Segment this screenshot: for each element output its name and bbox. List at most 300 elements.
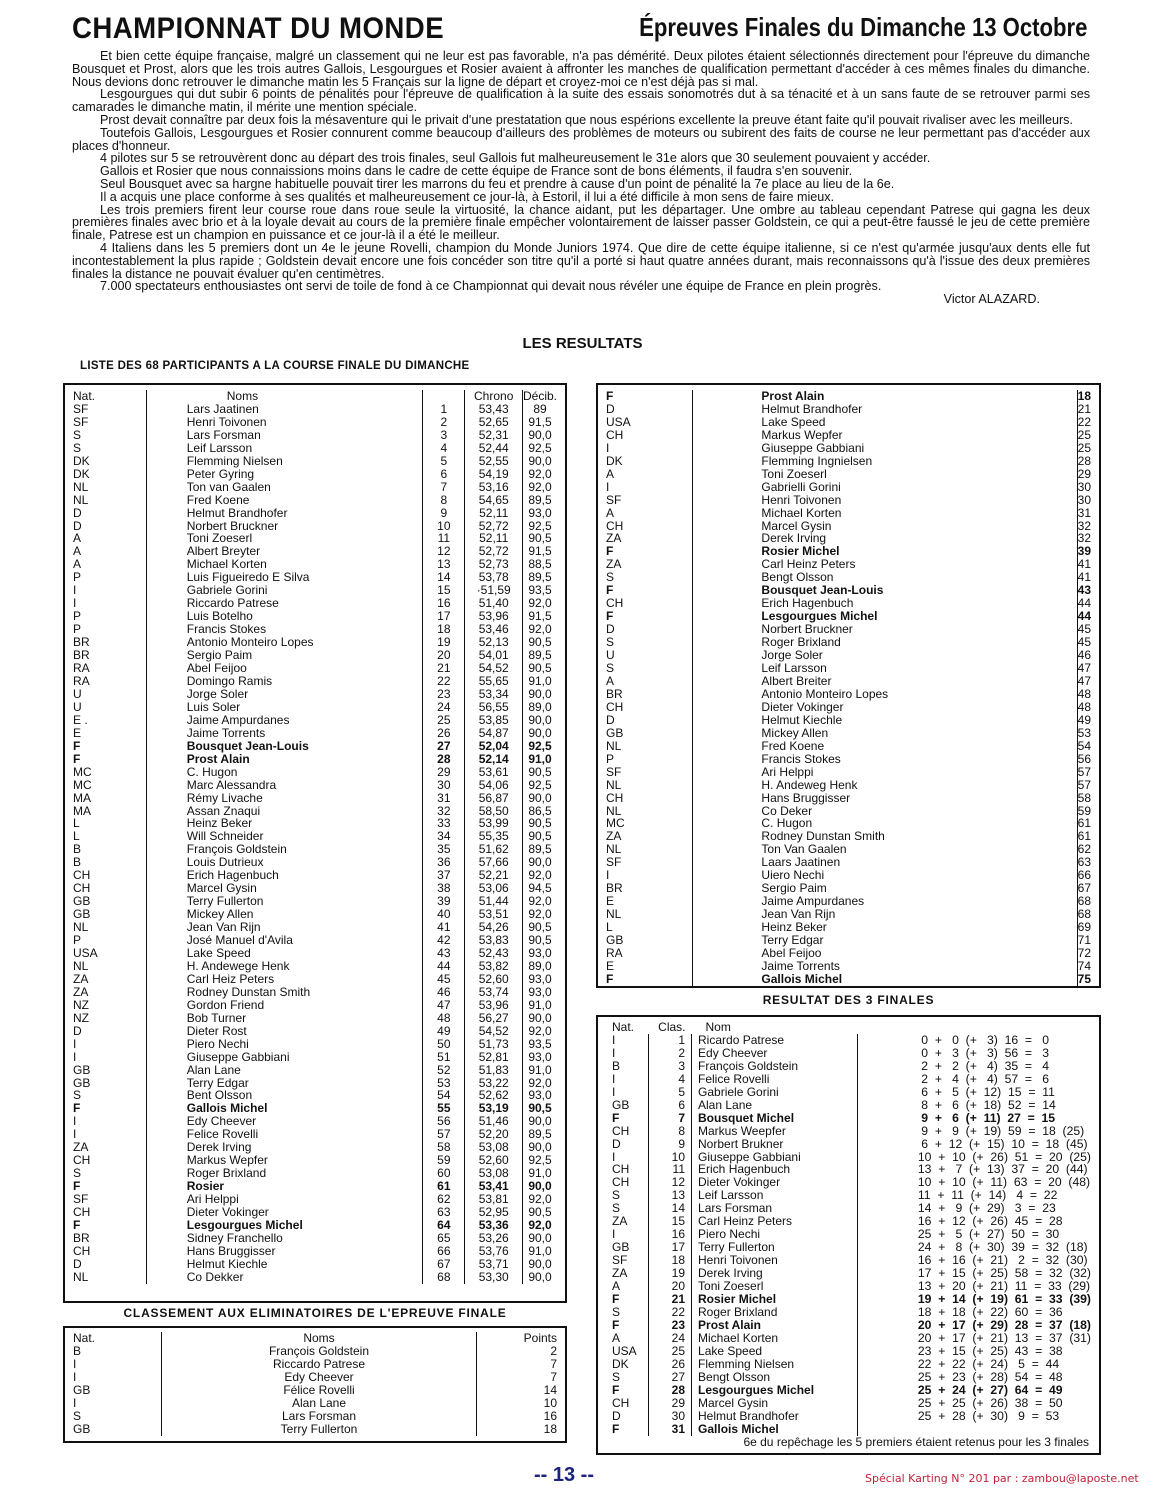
nationality: NL xyxy=(73,920,89,935)
decibels: 89,0 xyxy=(522,701,557,714)
driver-number: 25 xyxy=(423,714,465,727)
nationality: BR xyxy=(606,686,623,701)
decibels: 90,5 xyxy=(522,532,557,545)
driver-number: 64 xyxy=(423,1219,465,1232)
article-paragraph: Les trois premiers firent leur course roue dans roue seule la virtuosité, la chance aidant, put les départager. Une ombre au tableau cependant Patrese qui gagna les deux premières finales avec brio et à la loyale devait au cours de la première finale empêcher volontairement de laisser passer Goldstein, ce qui a peut-être faussé le jeu de cette première finale, Patrese est un champion en puissance et ce jour-là il a été le meilleur. xyxy=(72,202,1090,243)
points: 63 xyxy=(1077,855,1091,870)
decibels: 90,0 xyxy=(522,429,557,442)
points: 71 xyxy=(1077,933,1091,948)
driver-name: Ricardo Patrese xyxy=(692,1034,858,1047)
decibels: 89 xyxy=(522,403,557,416)
driver-name: Francis Stokes xyxy=(693,753,1077,766)
table-row xyxy=(606,468,1091,481)
decibels: 90,0 xyxy=(522,1258,557,1271)
article-signature: Victor ALAZARD. xyxy=(943,292,1040,307)
decibels: 92,0 xyxy=(522,1193,557,1206)
nationality: I xyxy=(612,1227,616,1242)
nationality: MC xyxy=(73,777,92,792)
decibels: 88,5 xyxy=(522,558,557,571)
driver-name: Rosier Michel xyxy=(693,545,1077,558)
driver-number: 48 xyxy=(423,1012,465,1025)
table-row xyxy=(606,429,1091,442)
decibels: 91,5 xyxy=(522,545,557,558)
table-row xyxy=(606,416,1091,429)
driver-number: 45 xyxy=(423,973,465,986)
driver-name: Laars Jaatinen xyxy=(693,856,1077,869)
nationality: B xyxy=(73,1343,82,1358)
nationality: DK xyxy=(606,453,623,468)
chrono: 52,65 xyxy=(465,416,523,429)
decibels: 92,5 xyxy=(522,520,557,533)
decibels: 91,0 xyxy=(522,753,557,766)
driver-number: 46 xyxy=(423,986,465,999)
driver-name: Sergio Paim xyxy=(693,882,1077,895)
driver-name: Luis Botelho xyxy=(146,610,423,623)
driver-name: Helmut Kiechle xyxy=(693,714,1077,727)
driver-name: Mickey Allen xyxy=(146,908,423,921)
decibels: 93,0 xyxy=(522,507,557,520)
nationality: MA xyxy=(73,803,91,818)
chrono: 52,44 xyxy=(465,442,523,455)
driver-name: Francis Stokes xyxy=(146,623,423,636)
driver-name: Edy Cheever xyxy=(162,1371,477,1384)
nationality: S xyxy=(612,1304,621,1319)
points: 58 xyxy=(1077,790,1091,805)
driver-name: Dieter Vokinger xyxy=(693,701,1077,714)
chrono: 52,11 xyxy=(465,532,523,545)
table-row xyxy=(73,792,557,805)
table-row xyxy=(606,727,1091,740)
driver-number: 38 xyxy=(423,882,465,895)
nationality: S xyxy=(73,1408,82,1423)
table-row xyxy=(612,1138,1091,1151)
driver-number: 29 xyxy=(423,766,465,779)
chrono: 53,08 xyxy=(465,1141,523,1154)
nationality: D xyxy=(606,712,615,727)
driver-name: Markus Weepfer xyxy=(692,1125,858,1138)
table-row xyxy=(612,1099,1091,1112)
points-calculation: 2 + 2 (+ 4) 35 = 4 xyxy=(857,1060,1091,1073)
nationality: MA xyxy=(73,790,91,805)
decibels: 92,5 xyxy=(522,442,557,455)
nationality: L xyxy=(606,920,613,935)
chrono: 52,72 xyxy=(465,520,523,533)
driver-number: 7 xyxy=(423,481,465,494)
points: 18 xyxy=(477,1423,558,1436)
table-row xyxy=(73,1358,557,1371)
nationality: CH xyxy=(606,790,624,805)
nationality: L xyxy=(73,829,80,844)
points: 67 xyxy=(1077,881,1091,896)
participants-table xyxy=(63,383,567,1303)
column-header-noms: Noms xyxy=(146,390,423,403)
driver-name: Heinz Beker xyxy=(693,921,1077,934)
driver-name: Erich Hagenbuch xyxy=(146,869,423,882)
nationality: GB xyxy=(73,894,91,909)
points: 47 xyxy=(1077,673,1091,688)
table-row xyxy=(73,960,557,973)
driver-name: Giuseppe Gabbiani xyxy=(692,1151,858,1164)
driver-number: 35 xyxy=(423,843,465,856)
nationality: MC xyxy=(606,816,625,831)
nationality: I xyxy=(73,1395,77,1410)
points-calculation: 17 + 15 (+ 25) 58 = 32 (32) xyxy=(857,1267,1091,1280)
nationality: I xyxy=(612,1084,616,1099)
decibels: 90,5 xyxy=(522,934,557,947)
driver-name: Lesgourgues Michel xyxy=(146,1219,423,1232)
driver-number: 2 xyxy=(423,416,465,429)
driver-number: 21 xyxy=(423,662,465,675)
chrono: 52,62 xyxy=(465,1089,523,1102)
nationality: S xyxy=(73,1088,82,1103)
table-row xyxy=(612,1397,1091,1410)
driver-name: Helmut Kiechle xyxy=(146,1258,423,1271)
driver-name: Ari Helppi xyxy=(693,766,1077,779)
table-row xyxy=(73,753,557,766)
driver-name: Henri Toivonen xyxy=(692,1254,858,1267)
driver-number: 55 xyxy=(423,1102,465,1115)
nationality: GB xyxy=(73,907,91,922)
nationality: I xyxy=(606,479,610,494)
chrono: 53,26 xyxy=(465,1232,523,1245)
nationality: F xyxy=(612,1382,620,1397)
points: 48 xyxy=(1077,686,1091,701)
chrono: 54,01 xyxy=(465,649,523,662)
chrono: 56,27 xyxy=(465,1012,523,1025)
driver-name: Gordon Friend xyxy=(146,999,423,1012)
nationality: A xyxy=(73,531,82,546)
nationality: SF xyxy=(606,492,622,507)
nationality: D xyxy=(73,1256,82,1271)
table-row xyxy=(73,494,557,507)
table-row xyxy=(606,805,1091,818)
driver-number: 24 xyxy=(423,701,465,714)
decibels: 90,0 xyxy=(522,792,557,805)
chrono: 56,55 xyxy=(465,701,523,714)
nationality: NZ xyxy=(73,997,89,1012)
nationality: CH xyxy=(612,1123,630,1138)
table-row xyxy=(606,740,1091,753)
table-row xyxy=(73,481,557,494)
decibels: 92,5 xyxy=(522,1154,557,1167)
nationality: NL xyxy=(73,492,89,507)
driver-name: Edy Cheever xyxy=(692,1047,858,1060)
driver-name: Helmut Brandhofer xyxy=(693,403,1077,416)
nationality: S xyxy=(606,635,615,650)
table-row xyxy=(73,1371,557,1384)
decibels: 92,0 xyxy=(522,623,557,636)
table-row xyxy=(73,779,557,792)
nationality: DK xyxy=(73,453,90,468)
chrono: 53,96 xyxy=(465,610,523,623)
column-header-decib: Décib. xyxy=(522,389,557,403)
nationality: MC xyxy=(73,764,92,779)
driver-number: 63 xyxy=(423,1206,465,1219)
driver-number: 33 xyxy=(423,817,465,830)
chrono: 52,20 xyxy=(465,1128,523,1141)
nationality: CH xyxy=(612,1395,630,1410)
chrono: 51,73 xyxy=(465,1038,523,1051)
table-row xyxy=(73,999,557,1012)
points: 47 xyxy=(1077,661,1091,676)
decibels: 89,0 xyxy=(522,960,557,973)
classement: 26 xyxy=(648,1358,691,1371)
driver-name: H. Andewege Henk xyxy=(146,960,423,973)
nationality: GB xyxy=(606,725,624,740)
driver-name: Derek Irving xyxy=(692,1267,858,1280)
driver-name: Dieter Vokinger xyxy=(146,1206,423,1219)
table-row xyxy=(606,403,1091,416)
nationality: F xyxy=(73,1179,81,1194)
table-row xyxy=(73,1219,557,1232)
driver-name: Peter Gyring xyxy=(146,468,423,481)
page-title: CHAMPIONNAT DU MONDE xyxy=(72,12,445,45)
driver-number: 14 xyxy=(423,571,465,584)
driver-name: Gallois Michel xyxy=(693,973,1077,986)
nationality: SF xyxy=(73,1192,89,1207)
classement: 8 xyxy=(648,1125,691,1138)
nationality: S xyxy=(612,1369,621,1384)
table-row xyxy=(606,856,1091,869)
driver-name: Félice Rovelli xyxy=(162,1384,477,1397)
points-calculation: 25 + 28 (+ 30) 9 = 53 xyxy=(857,1410,1091,1423)
nationality: U xyxy=(73,686,82,701)
classement: 27 xyxy=(648,1371,691,1384)
driver-name: Sidney Franchello xyxy=(146,1232,423,1245)
driver-name: Toni Zoeserl xyxy=(693,468,1077,481)
table-row xyxy=(73,675,557,688)
points: 2 xyxy=(477,1345,558,1358)
decibels: 90,0 xyxy=(522,727,557,740)
table-row xyxy=(606,507,1091,520)
driver-name: Jorge Soler xyxy=(693,649,1077,662)
table-header-row xyxy=(73,390,557,403)
decibels: 90,0 xyxy=(522,688,557,701)
table-row xyxy=(606,766,1091,779)
driver-number: 66 xyxy=(423,1245,465,1258)
points-calculation: 20 + 17 (+ 29) 28 = 37 (18) xyxy=(857,1319,1091,1332)
nationality: SF xyxy=(73,401,89,416)
nationality: DK xyxy=(612,1356,629,1371)
driver-name: Jaime Ampurdanes xyxy=(693,895,1077,908)
classement: 25 xyxy=(648,1345,691,1358)
chrono: 54,06 xyxy=(465,779,523,792)
nationality: ZA xyxy=(612,1266,628,1281)
table-row xyxy=(606,636,1091,649)
nationality: B xyxy=(73,842,82,857)
driver-name: Toni Zoeserl xyxy=(692,1280,858,1293)
nationality: ZA xyxy=(73,984,89,999)
points-calculation: 19 + 14 (+ 19) 61 = 33 (39) xyxy=(857,1293,1091,1306)
nationality: RA xyxy=(73,673,90,688)
driver-number: 60 xyxy=(423,1167,465,1180)
driver-name: Rodney Dunstan Smith xyxy=(693,830,1077,843)
table-row xyxy=(612,1060,1091,1073)
points-calculation: 25 + 25 (+ 26) 38 = 50 xyxy=(857,1397,1091,1410)
driver-number: 26 xyxy=(423,727,465,740)
points: 29 xyxy=(1077,466,1091,481)
points: 28 xyxy=(1077,453,1091,468)
decibels: 91,5 xyxy=(522,416,557,429)
table-row xyxy=(612,1112,1091,1125)
driver-name: Fred Koene xyxy=(693,740,1077,753)
points: 74 xyxy=(1077,958,1091,973)
table-row xyxy=(612,1345,1091,1358)
points: 7 xyxy=(477,1371,558,1384)
points: 30 xyxy=(1077,492,1091,507)
driver-name: Lake Speed xyxy=(146,947,423,960)
table-row xyxy=(612,1332,1091,1345)
driver-number: 52 xyxy=(423,1064,465,1077)
decibels: 90,5 xyxy=(522,766,557,779)
driver-number: 40 xyxy=(423,908,465,921)
table-row xyxy=(606,895,1091,908)
driver-name: Will Schneider xyxy=(146,830,423,843)
article-paragraph: 7.000 spectateurs enthousiastes ont servi de toile de fond à ce Championnat qui devait nous révéler une équipe de France en plein progrès. xyxy=(100,279,882,294)
nationality: I xyxy=(73,1036,77,1051)
decibels: 92,0 xyxy=(522,908,557,921)
nationality: BR xyxy=(73,1230,90,1245)
driver-name: Alan Lane xyxy=(146,1064,423,1077)
footer-credit: Spécial Karting N° 201 par : zambou@laposte.net xyxy=(865,1472,1139,1485)
driver-name: Gallois Michel xyxy=(692,1423,858,1436)
driver-number: 39 xyxy=(423,895,465,908)
column-header-num xyxy=(423,390,465,403)
points: 41 xyxy=(1077,570,1091,585)
driver-name: Co Dekker xyxy=(146,1271,423,1284)
nationality: NZ xyxy=(73,1010,89,1025)
nationality: CH xyxy=(73,1205,91,1220)
nationality: S xyxy=(73,440,82,455)
driver-name: Bengt Olsson xyxy=(692,1371,858,1384)
driver-number: 10 xyxy=(423,520,465,533)
driver-name: Bousquet Jean-Louis xyxy=(693,584,1077,597)
chrono: 53,16 xyxy=(465,481,523,494)
points-calculation: 20 + 17 (+ 21) 13 = 37 (31) xyxy=(857,1332,1091,1345)
points: 68 xyxy=(1077,894,1091,909)
driver-number: 18 xyxy=(423,623,465,636)
chrono: 53,74 xyxy=(465,986,523,999)
driver-name: Lesgourgues Michel xyxy=(692,1384,858,1397)
nationality: S xyxy=(612,1201,621,1216)
driver-name: Michael Korten xyxy=(146,558,423,571)
nationality: F xyxy=(612,1110,620,1125)
classement: 19 xyxy=(648,1267,691,1280)
driver-name: Flemming Nielsen xyxy=(146,455,423,468)
chrono: 54,26 xyxy=(465,921,523,934)
decibels: 92,0 xyxy=(522,468,557,481)
driver-name: Riccardo Patrese xyxy=(146,597,423,610)
table-row xyxy=(606,662,1091,675)
nationality: F xyxy=(73,1218,81,1232)
nationality: ZA xyxy=(606,557,622,572)
points-calculation: 10 + 10 (+ 11) 63 = 20 (48) xyxy=(857,1176,1091,1189)
classement: 18 xyxy=(648,1254,691,1267)
driver-number: 34 xyxy=(423,830,465,843)
driver-number: 68 xyxy=(423,1271,465,1284)
points-calculation: 16 + 16 (+ 21) 2 = 32 (30) xyxy=(857,1254,1091,1267)
driver-number: 6 xyxy=(423,468,465,481)
driver-name: Norbert Brukner xyxy=(692,1138,858,1151)
chrono: 56,87 xyxy=(465,792,523,805)
article-paragraph: Toutefois Gallois, Lesgourgues et Rosier connurent comme beaucoup d'ailleurs des problèmes de moteurs ou subirent des faits de course ne leur permettant pas d'accéder aux places d'honneur. xyxy=(72,125,1090,153)
table-row xyxy=(73,1232,557,1245)
driver-name: Lars Jaatinen xyxy=(146,403,423,416)
table-row xyxy=(73,1345,557,1358)
driver-name: Giuseppe Gabbiani xyxy=(693,442,1077,455)
classement: 3 xyxy=(648,1060,691,1073)
nationality: F xyxy=(612,1421,620,1436)
column-header-points: Points xyxy=(477,1332,558,1345)
driver-number: 28 xyxy=(423,753,465,766)
table-row xyxy=(73,1064,557,1077)
article-paragraph: Prost devait connaître par deux fois la mésaventure qui le privait d'une prestatation que nous espérions excellente la preuve étant faite qu'il pouvait rivaliser avec les meilleurs. xyxy=(100,112,1073,127)
article-paragraph: Et bien cette équipe française, malgré un classement qui ne leur est pas favorable, n'a pas démérité. Deux pilotes étaient sélectionnés directement pour l'épreuve du dimanche Bousquet et Prost, alors que les trois autres Gallois, Lesgourgues et Rosier avaient à affronter les manches de qualification permettant d'accéder à ces mêmes finales du dimanche. Nous devions donc retrouver le dimanche matin les 5 Français sur la ligne de départ et croyez-moi ce n'est déjà pas si mal. xyxy=(72,49,1090,89)
chrono: 53,78 xyxy=(465,571,523,584)
decibels: 92,5 xyxy=(522,779,557,792)
classement: 1 xyxy=(648,1034,691,1047)
chrono: 53,61 xyxy=(465,766,523,779)
nationality: F xyxy=(606,389,614,403)
driver-name: José Manuel d'Avila xyxy=(146,934,423,947)
classement: 9 xyxy=(648,1138,691,1151)
driver-name: Rosier Michel xyxy=(692,1293,858,1306)
chrono: 53,71 xyxy=(465,1258,523,1271)
chrono: 53,19 xyxy=(465,1102,523,1115)
nationality: F xyxy=(606,971,614,986)
decibels: 91,0 xyxy=(522,999,557,1012)
decibels: 90,0 xyxy=(522,455,557,468)
points: 14 xyxy=(477,1384,558,1397)
points: 30 xyxy=(1077,479,1091,494)
points-calculation: 11 + 11 (+ 14) 4 = 22 xyxy=(857,1189,1091,1202)
chrono: 57,66 xyxy=(465,856,523,869)
table-row xyxy=(606,494,1091,507)
driver-number: 15 xyxy=(423,584,465,597)
nationality: E xyxy=(606,894,615,909)
nationality: CH xyxy=(73,868,91,883)
nationality: F xyxy=(606,609,614,624)
driver-name: Carl Heiz Peters xyxy=(146,973,423,986)
chrono: 53,41 xyxy=(465,1180,523,1193)
points: 18 xyxy=(1077,389,1091,403)
decibels: 89,5 xyxy=(522,649,557,662)
chrono: 53,34 xyxy=(465,688,523,701)
points: 62 xyxy=(1077,842,1091,857)
table-row xyxy=(606,843,1091,856)
article-body xyxy=(72,50,1090,306)
nationality: BR xyxy=(73,635,90,650)
nationality: RA xyxy=(73,661,90,676)
table-row xyxy=(73,1410,557,1423)
decibels: 90,0 xyxy=(522,1180,557,1193)
decibels: 90,0 xyxy=(522,1012,557,1025)
driver-name: Assan Znaqui xyxy=(146,805,423,818)
driver-name: Lesgourgues Michel xyxy=(693,610,1077,623)
decibels: 94,5 xyxy=(522,882,557,895)
driver-number: 23 xyxy=(423,688,465,701)
chrono: 53,51 xyxy=(465,908,523,921)
points: 46 xyxy=(1077,648,1091,663)
table-row xyxy=(606,908,1091,921)
driver-number: 41 xyxy=(423,921,465,934)
driver-name: Edy Cheever xyxy=(146,1115,423,1128)
table-row xyxy=(612,1371,1091,1384)
points: 75 xyxy=(1077,971,1091,986)
chrono: 51,62 xyxy=(465,843,523,856)
article-paragraph: 4 pilotes sur 5 se retrouvèrent donc au départ des trois finales, seul Gallois fut malheureusement le 31e alors que 30 seulement pouvaient y accéder. xyxy=(100,151,931,166)
driver-name: Rosier xyxy=(146,1180,423,1193)
